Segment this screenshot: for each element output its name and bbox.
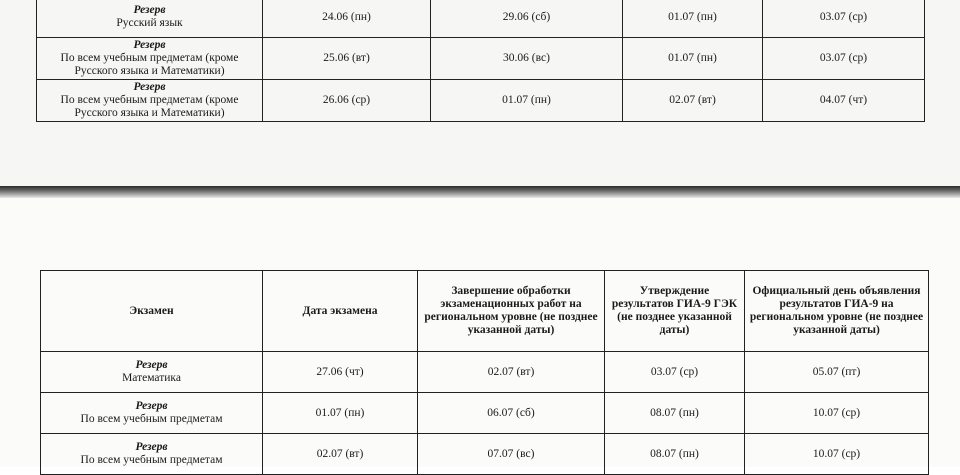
exam-date-cell: 01.07 (пн): [263, 393, 418, 434]
approval-date-cell: 08.07 (пн): [605, 393, 745, 434]
exam-name-cell: Резерв Математика: [41, 352, 263, 393]
table-row: [37, 0, 925, 38]
processing-date-cell: 07.07 (вс): [418, 434, 605, 475]
processing-date-cell: 29.06 (сб): [431, 0, 623, 38]
announcement-date-cell: 04.07 (чт): [763, 80, 925, 122]
exam-name-cell: Резерв По всем учебным предметам (кроме Русского языка и Математики): [37, 80, 263, 122]
approval-date-cell: 02.07 (вт): [623, 80, 763, 122]
processing-date-cell: 06.07 (сб): [418, 393, 605, 434]
approval-date-cell: 03.07 (ср): [605, 352, 745, 393]
table-row: [41, 434, 929, 475]
exam-date-cell: 27.06 (чт): [263, 352, 418, 393]
announcement-date-cell: 10.07 (ср): [745, 434, 929, 475]
exam-date-cell: 24.06 (пн): [263, 0, 431, 38]
processing-date-cell: 01.07 (пн): [431, 80, 623, 122]
table-row: [37, 38, 925, 80]
header-approval: Утверждение результатов ГИА-9 ГЭК (не позднее указанной даты): [605, 271, 745, 352]
header-exam-date: Дата экзамена: [263, 271, 418, 352]
announcement-date-cell: 03.07 (ср): [763, 38, 925, 80]
announcement-date-cell: 10.07 (ср): [745, 393, 929, 434]
exam-name-cell: Резерв По всем учебным предметам: [41, 434, 263, 475]
table-row: [41, 393, 929, 434]
header-processing: Завершение обработки экзаменационных работ на региональном уровне (не позднее указанной даты): [418, 271, 605, 352]
approval-date-cell: 01.07 (пн): [623, 0, 763, 38]
exam-schedule-table-continued: [36, 0, 925, 122]
exam-schedule-table: [40, 270, 929, 475]
exam-name-cell: Резерв По всем учебным предметам: [41, 393, 263, 434]
exam-name-cell: Резерв По всем учебным предметам (кроме Русского языка и Математики): [37, 38, 263, 80]
approval-date-cell: 01.07 (пн): [623, 38, 763, 80]
table-row: [41, 352, 929, 393]
approval-date-cell: 08.07 (пн): [605, 434, 745, 475]
exam-date-cell: 02.07 (вт): [263, 434, 418, 475]
announcement-date-cell: 05.07 (пт): [745, 352, 929, 393]
table-row: [37, 80, 925, 122]
table-header-row: [41, 271, 929, 352]
header-announcement: Официальный день объявления результатов ГИА-9 на региональном уровне (не позднее указанной даты): [745, 271, 929, 352]
processing-date-cell: 02.07 (вт): [418, 352, 605, 393]
exam-date-cell: 26.06 (ср): [263, 80, 431, 122]
exam-name-cell: Резерв Русский язык: [37, 0, 263, 38]
announcement-date-cell: 03.07 (ср): [763, 0, 925, 38]
page-separator: [0, 186, 960, 198]
header-exam: Экзамен: [41, 271, 263, 352]
processing-date-cell: 30.06 (вс): [431, 38, 623, 80]
exam-date-cell: 25.06 (вт): [263, 38, 431, 80]
